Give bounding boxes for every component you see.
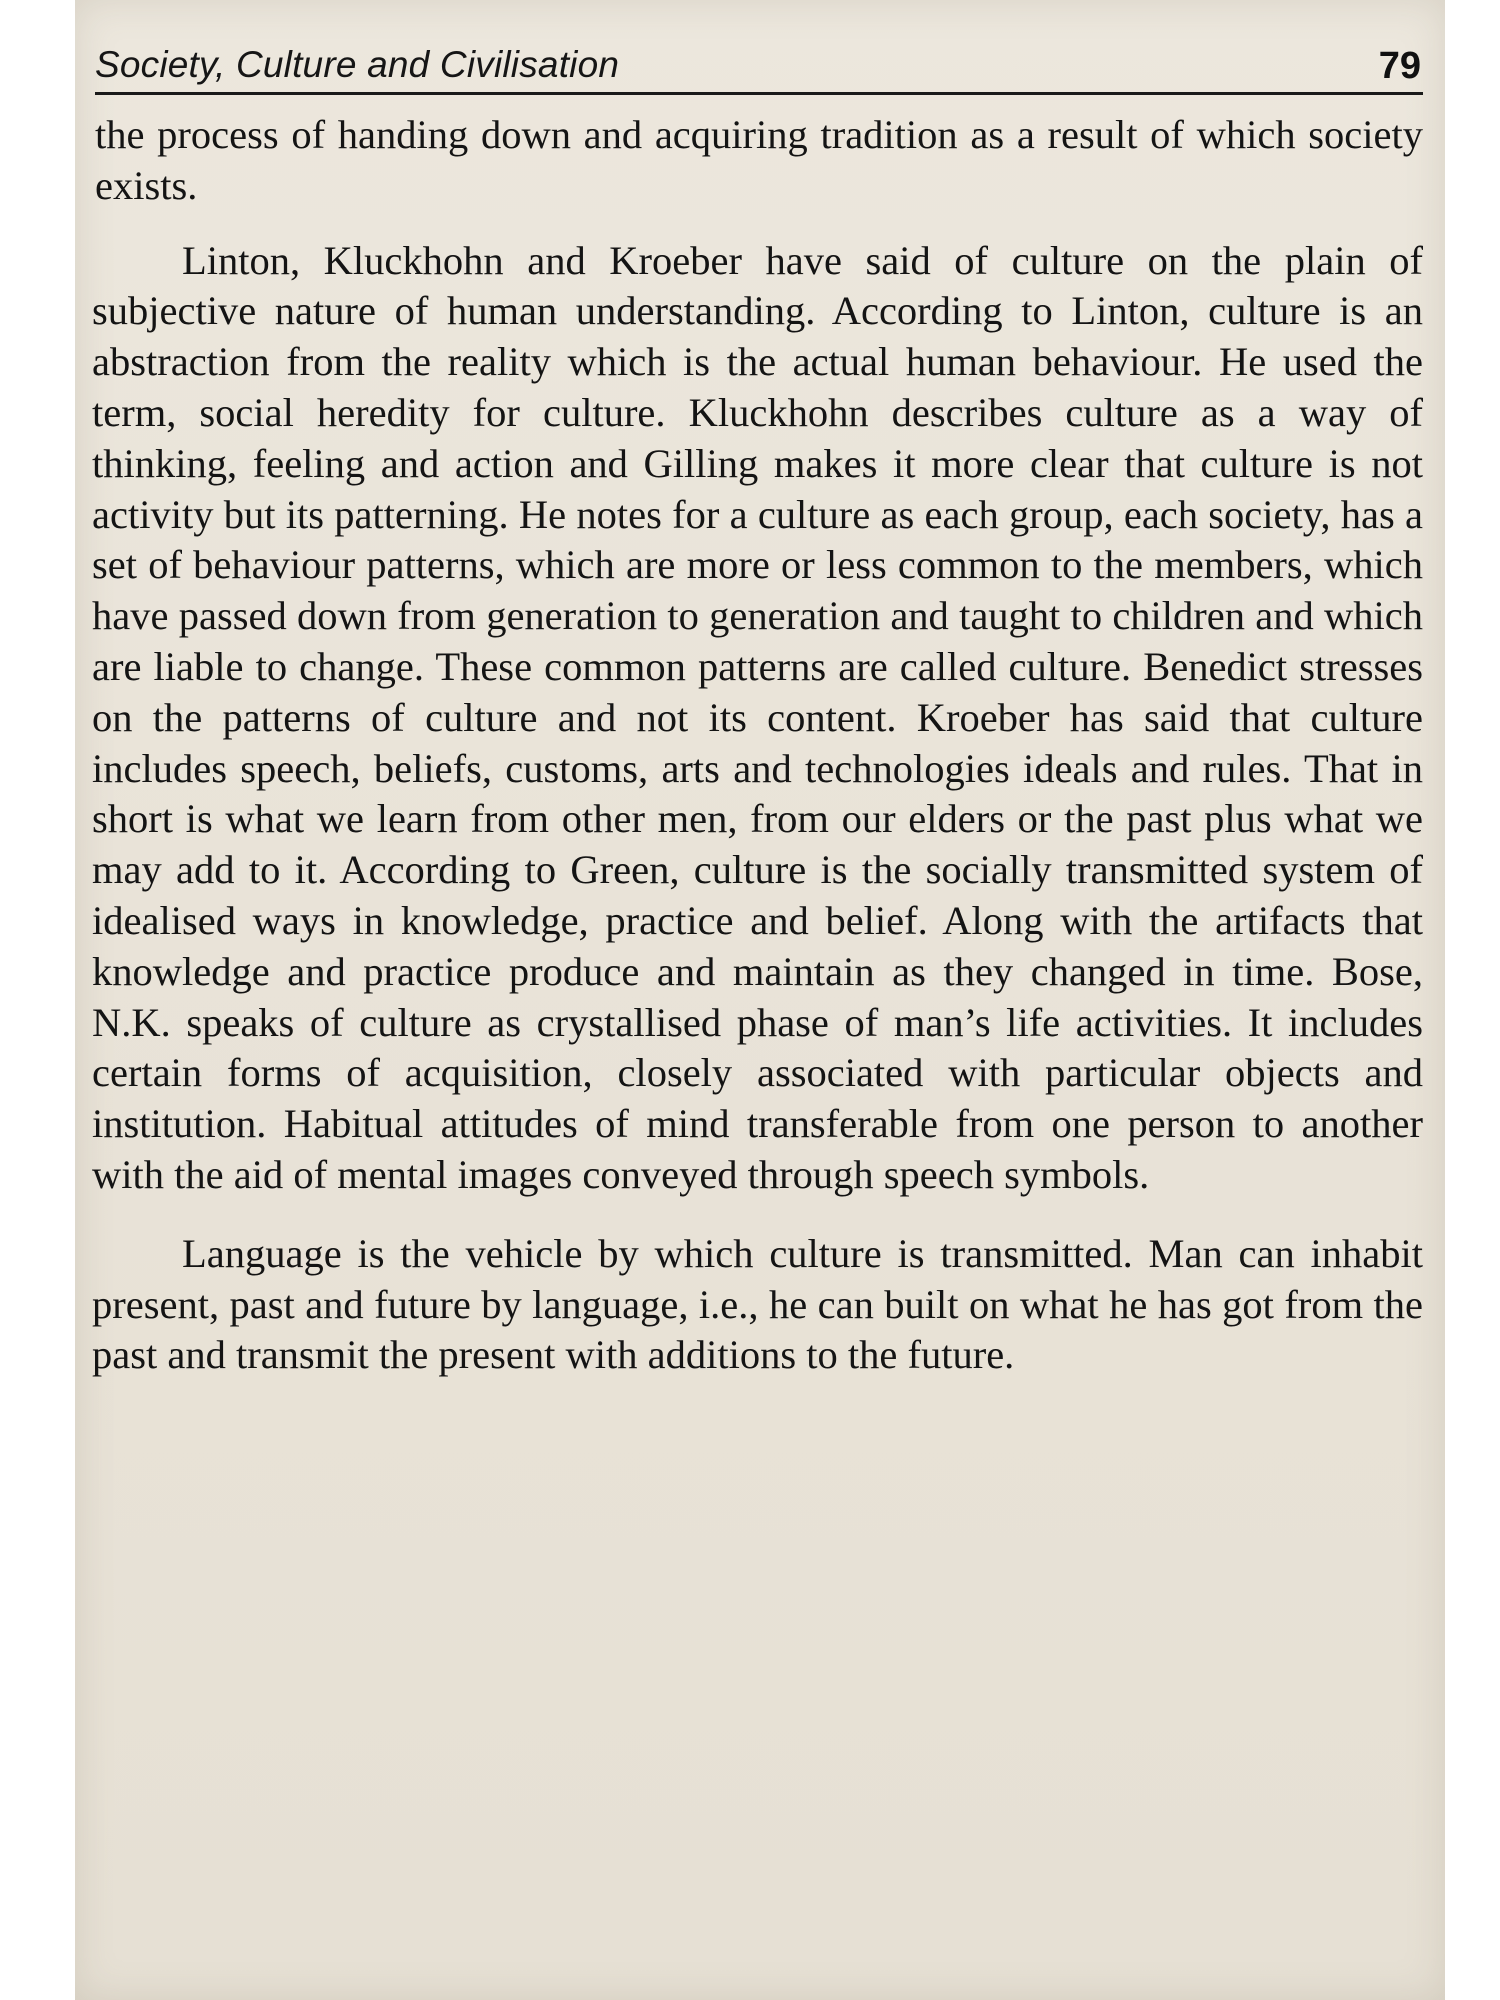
paragraph-culture-definitions: Linton, Kluckhohn and Kroeber have said of culture on the plain of subjective nature of human understanding. According to Linton, culture is an abstraction from the reality which is the actual human behaviour. He used the term, social heredity for culture. Kluckhohn describes culture as a way of thinking, feeling and action and Gilling makes it more clear that culture is not activity but its patterning. He notes for a culture as each group, each society, has a set of behaviour patterns, which are more or less common to the members, which have passed down from generation to generation and taught to children and which are liable to change. These common patterns are called culture. Benedict stresses on the patterns of culture and not its content. Kroeber has said that culture includes speech, beliefs, customs, arts and technologies ideals and rules. That in short is what we learn from other men, from our elders or the past plus what we may add to it. According to Green, culture is the socially transmitted system of idealised ways in knowledge, practice and belief. Along with the artifacts that knowledge and practice produce and maintain as they changed in time. Bose, N.K. speaks of culture as crystallised phase of man’s life activities. It includes certain forms of acquisition, closely associated with particular objects and institution. Habitual attitudes of mind transferable from one person to another with the aid of mental images conveyed through speech symbols. xyxy=(92,237,1423,1197)
paragraph-continuation: the process of handing down and acquiring tradition as a result of which society exists. xyxy=(95,112,1423,208)
book-page xyxy=(75,0,1445,2000)
body-text xyxy=(92,110,1423,1381)
header-title: Society, Culture and Civilisation xyxy=(95,44,620,85)
running-header xyxy=(95,40,1423,95)
page-number: 79 xyxy=(1378,45,1421,87)
paragraph-language: Language is the vehicle by which culture is transmitted. Man can inhabit present, past and future by language, i.e., he can built on what he has got from the past and transmit the present with additions to the future. xyxy=(92,1230,1423,1378)
